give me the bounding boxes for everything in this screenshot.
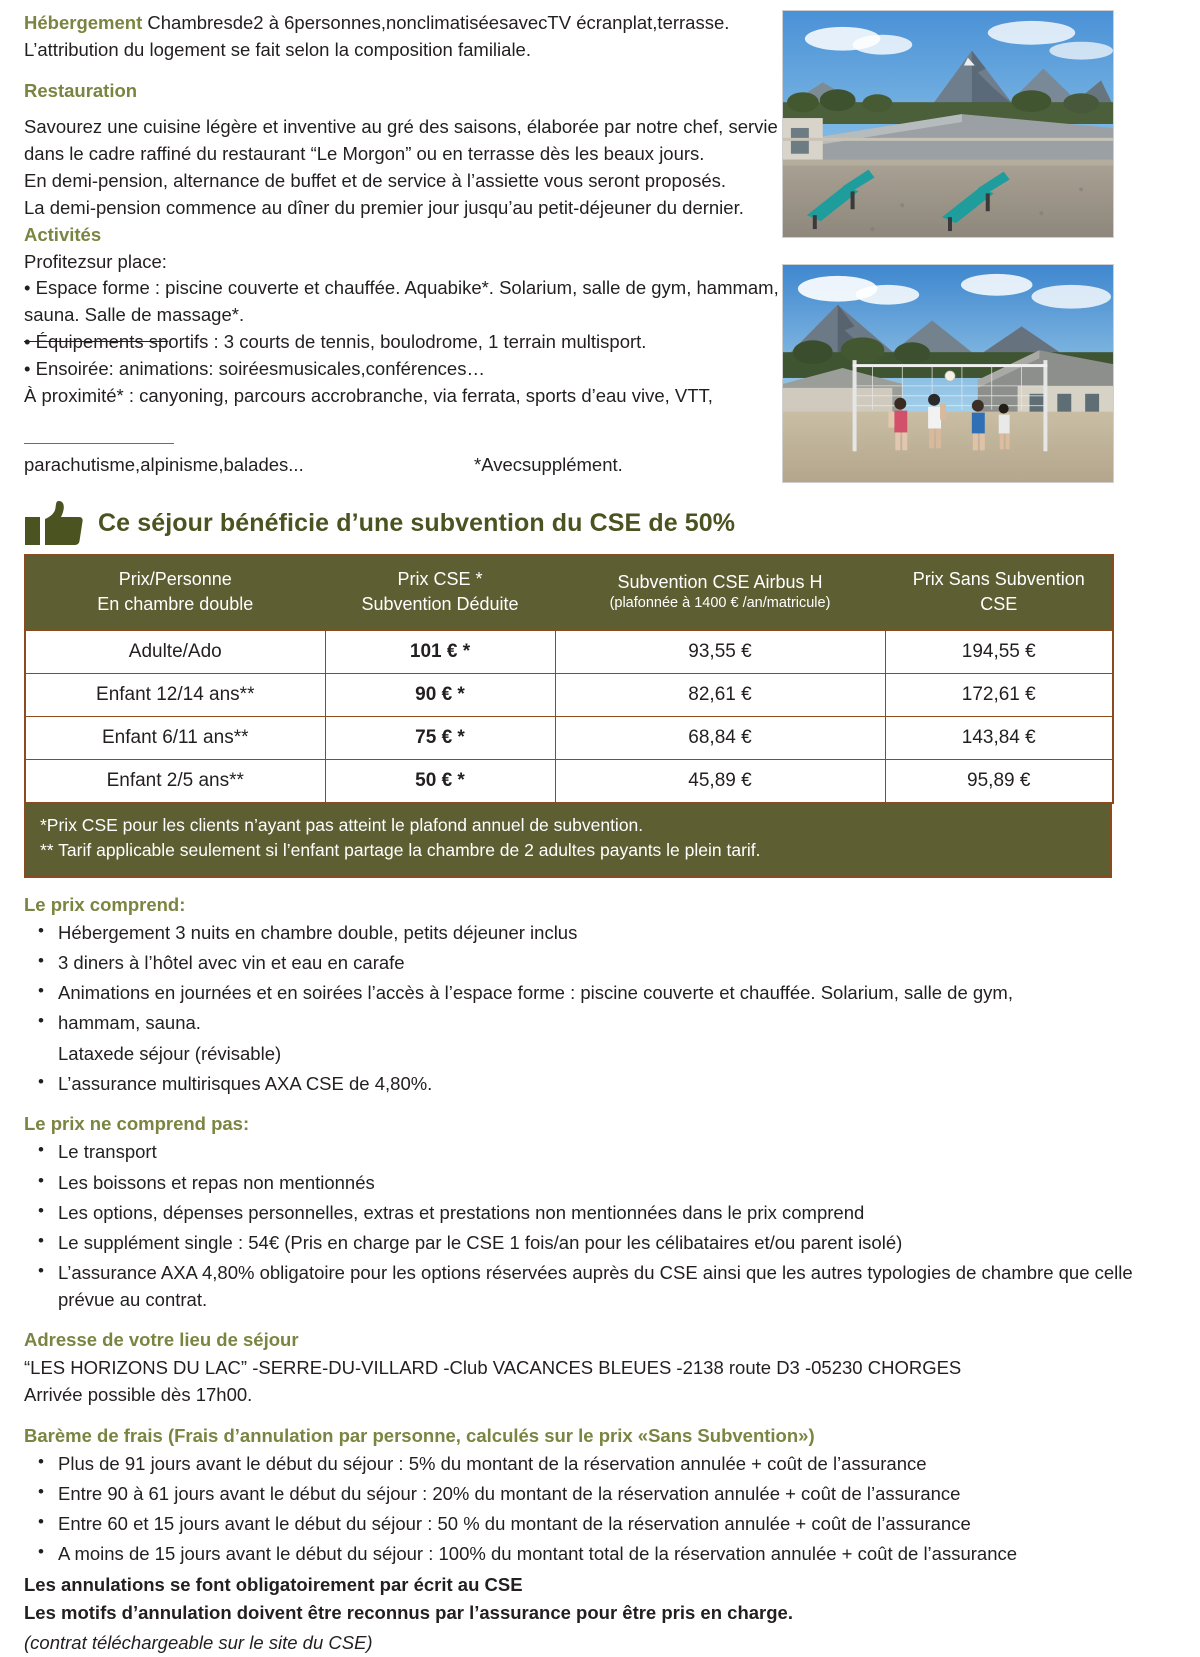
section-prix-ne-comprend-pas [24, 1113, 1184, 1313]
row-sans-subvention: 95,89 € [885, 759, 1113, 803]
photo-terrace [782, 10, 1114, 238]
cse-heading-text: Ce séjour bénéficie d’une subvention du CSE de 50% [98, 508, 736, 537]
photo-gallery [782, 10, 1114, 483]
table-row [25, 630, 1113, 674]
row-label: Adulte/Ado [25, 630, 325, 674]
table-header-row [25, 555, 1113, 630]
table-row [25, 759, 1113, 803]
equipements-rest: ortifs : 3 courts de tennis, boulodrome, 1 terrain multisport. [168, 330, 647, 352]
hebergement-line2: L’attribution du logement se fait selon la composition familiale. [24, 38, 531, 60]
list-item: • Animations en journées et en soirées l’accès à l’espace forme : piscine couverte et chauffée. Solarium, salle de gym, [24, 980, 1184, 1006]
intro-section [0, 0, 1200, 409]
activites-label: Activités [24, 223, 102, 245]
price-table [24, 554, 1114, 804]
restauration-label: Restauration [24, 79, 138, 101]
bareme-note-2: Les motifs d’annulation doivent être reconnus par l’assurance pour être pris en charge. [24, 1602, 793, 1624]
demi-pension-text: La demi-pension commence au dîner du premier jour jusqu’au petit-déjeuner du dernier. [24, 196, 744, 218]
list-item: • Les options, dépenses personnelles, extras et prestations non mentionnées dans le prix comprend [24, 1200, 1184, 1226]
row-subvention: 93,55 € [555, 630, 885, 674]
intro-text-column [24, 10, 784, 409]
prix-comprend-list [24, 920, 1184, 1098]
footnote-row [24, 453, 1176, 478]
header-line-1: Prix CSE * [397, 569, 483, 590]
bareme-note-1: Les annulations se font obligatoirement par écrit au CSE [24, 1573, 523, 1595]
row-subvention: 68,84 € [555, 716, 885, 759]
adresse-line-1: “LES HORIZONS DU LAC” -SERRE-DU-VILLARD -Club VACANCES BLEUES -2138 route D3 -05230 CHORGES [24, 1356, 962, 1378]
section-prix-comprend [24, 894, 1184, 1098]
footnote-zone [0, 443, 1200, 478]
thumbs-up-icon [24, 500, 84, 546]
adresse-line-2: Arrivée possible dès 17h00. [24, 1383, 253, 1405]
hebergement-label: Hébergement [24, 12, 143, 33]
list-item-taxe-sejour: Lataxede séjour (révisable) [58, 1042, 282, 1064]
header-line-2: CSE [980, 593, 1018, 614]
header-subvention-cse [555, 555, 885, 630]
row-label: Enfant 12/14 ans** [25, 673, 325, 716]
list-item: • Le transport [24, 1139, 1184, 1165]
row-label: Enfant 6/11 ans** [25, 716, 325, 759]
activite-equipements-sportifs [24, 329, 784, 356]
list-item: • Hébergement 3 nuits en chambre double, petits déjeuner inclus [24, 920, 1184, 946]
table-footnote-2: ** Tarif applicable seulement si l’enfant partage la chambre de 2 adultes payants le plein tarif. [40, 840, 761, 861]
hebergement-paragraph [24, 10, 784, 37]
row-subvention: 45,89 € [555, 759, 885, 803]
header-line-2: (plafonnée à 1400 € /an/matricule) [609, 595, 831, 611]
restauration-paragraph-2: En demi-pension, alternance de buffet et de service à l’assiette vous seront proposés. [24, 170, 727, 192]
activites-intro: Profitezsur place: [24, 250, 167, 272]
row-prix-cse: 101 € * [325, 630, 555, 674]
price-table-section [24, 554, 1112, 877]
proximite-line: À proximité* : canyoning, parcours accrobranche, via ferrata, sports d’eau vive, VTT, [24, 384, 713, 406]
list-item: • L’assurance AXA 4,80% obligatoire pour les options réservées auprès du CSE ainsi que les autres typologies de chambre que celle prévue au contrat. [24, 1260, 1184, 1313]
list-item: • 3 diners à l’hôtel avec vin et eau en carafe [24, 950, 1184, 976]
prix-ne-comprend-pas-list [24, 1139, 1184, 1313]
footnote-separator [24, 443, 174, 444]
struck-text: • Équipements sp [24, 330, 169, 352]
table-row [25, 716, 1113, 759]
list-item: • hammam, sauna. [24, 1010, 1184, 1036]
row-prix-cse: 90 € * [325, 673, 555, 716]
restauration-paragraph-1: Savourez une cuisine légère et inventive au gré des saisons, élaborée par notre chef, servie dans le cadre raffiné du restaurant “Le Morgon” ou en terrasse dès les beaux jours. [24, 116, 778, 165]
table-footnotes [24, 804, 1112, 878]
section-adresse [24, 1329, 1184, 1409]
hebergement-text: Chambresde2 à 6personnes,nonclimatiséesavecTV écranplat,terrasse. [147, 12, 730, 33]
header-line-2: En chambre double [97, 593, 254, 614]
row-sans-subvention: 143,84 € [885, 716, 1113, 759]
row-label: Enfant 2/5 ans** [25, 759, 325, 803]
footnote-left-text: parachutisme,alpinisme,balades... [24, 454, 304, 476]
list-item: • L’assurance multirisques AXA CSE de 4,80%. [24, 1071, 1184, 1097]
activite-soiree: • Ensoirée: animations: soiréesmusicales,conférences… [24, 357, 485, 379]
list-item: • Les boissons et repas non mentionnés [24, 1170, 1184, 1196]
row-prix-cse: 50 € * [325, 759, 555, 803]
header-line-1: Prix Sans Subvention [912, 569, 1085, 590]
row-sans-subvention: 194,55 € [885, 630, 1113, 674]
footnote-right-text: *Avecsupplément. [474, 454, 623, 476]
activite-espace-forme: • Espace forme : piscine couverte et chauffée. Aquabike*. Solarium, salle de gym, hammam, sauna. Salle de massage*. [24, 277, 779, 326]
header-prix-cse [325, 555, 555, 630]
row-prix-cse: 75 € * [325, 716, 555, 759]
prix-ne-comprend-pas-title: Le prix ne comprend pas: [24, 1113, 250, 1135]
list-item: • Entre 60 et 15 jours avant le début du séjour : 50 % du montant de la réservation annulée + coût de l’assurance [24, 1511, 1184, 1537]
list-item: • Plus de 91 jours avant le début du séjour : 5% du montant de la réservation annulée + coût de l’assurance [24, 1451, 1184, 1477]
adresse-title: Adresse de votre lieu de séjour [24, 1328, 299, 1350]
header-prix-sans-subvention [885, 555, 1113, 630]
list-item: • Entre 90 à 61 jours avant le début du séjour : 20% du montant de la réservation annulée + coût de l’assurance [24, 1481, 1184, 1507]
restauration-paragraph-3 [24, 195, 784, 249]
list-item: • Le supplément single : 54€ (Pris en charge par le CSE 1 fois/an pour les célibataires et/ou parent isolé) [24, 1230, 1184, 1256]
bareme-note-3: (contrat téléchargeable sur le site du CSE) [24, 1632, 373, 1654]
cse-subvention-heading [24, 500, 1200, 546]
bareme-list [24, 1451, 1184, 1568]
list-item: • A moins de 15 jours avant le début du séjour : 100% du montant total de la réservation annulée + coût de l’assurance [24, 1541, 1184, 1567]
row-subvention: 82,61 € [555, 673, 885, 716]
table-row [25, 673, 1113, 716]
header-line-1: Subvention CSE Airbus H [617, 571, 823, 592]
row-sans-subvention: 172,61 € [885, 673, 1113, 716]
header-line-1: Prix/Personne [118, 569, 232, 590]
bareme-title: Barème de frais (Frais d’annulation par personne, calculés sur le prix «Sans Subvention») [24, 1424, 815, 1446]
prix-comprend-title: Le prix comprend: [24, 893, 186, 915]
table-footnote-1: *Prix CSE pour les clients n’ayant pas atteint le plafond annuel de subvention. [40, 814, 644, 835]
header-prix-personne [25, 555, 325, 630]
header-line-2: Subvention Déduite [361, 593, 519, 614]
section-bareme [24, 1425, 1184, 1657]
